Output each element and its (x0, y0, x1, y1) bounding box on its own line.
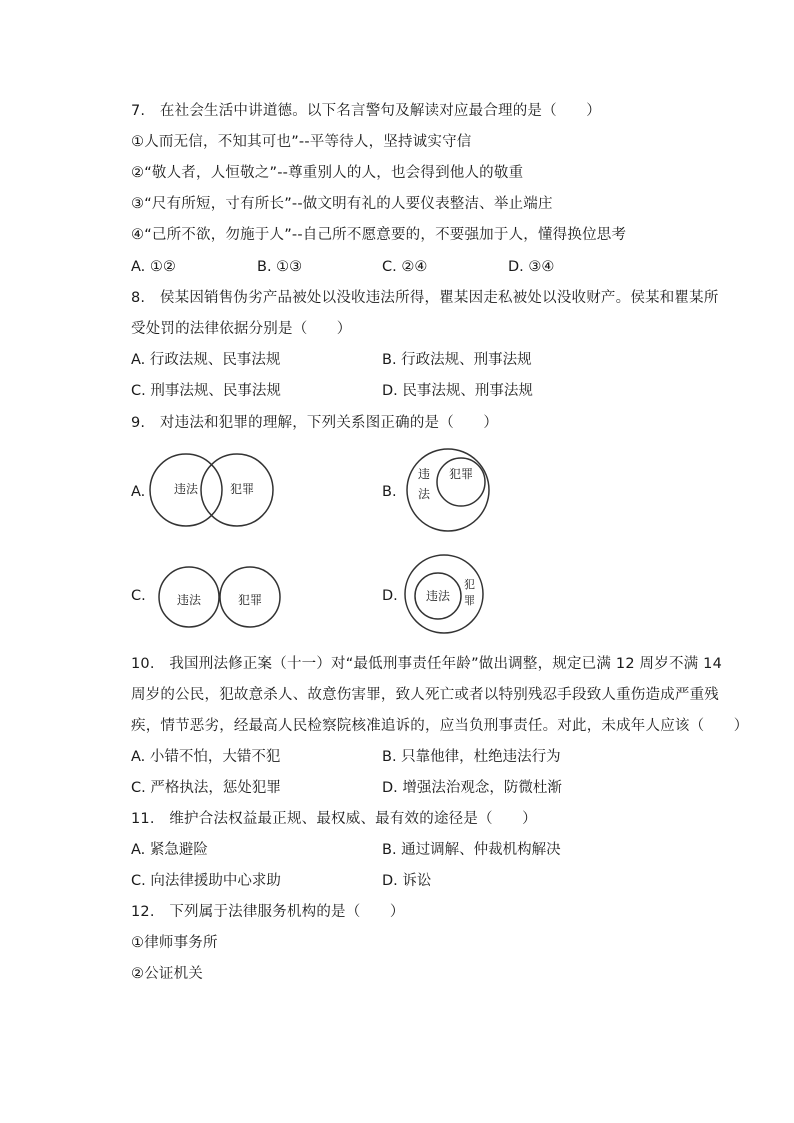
q9-label-b: B. (382, 484, 397, 500)
q12-item-2: ②公证机关 (131, 966, 203, 982)
q8-option-d: D. 民事法规、刑事法规 (382, 383, 533, 399)
q9-diagram-d (402, 552, 486, 636)
q10-option-a: A. 小错不怕，大错不犯 (131, 749, 281, 765)
q8-option-c: C. 刑事法规、民事法规 (131, 383, 281, 399)
q12-stem: 12. 下列属于法律服务机构的是（ ） (131, 904, 405, 920)
q9-b-weifa-text-1: 违 (418, 467, 431, 481)
q9-d-weifa-text: 违法 (426, 589, 451, 603)
q7-item-3: ③“尺有所短，寸有所长”--做文明有礼的人要仪表整洁、举止端庄 (131, 196, 553, 212)
q7-item-1: ①人而无信，不知其可也”--平等待人，坚持诚实守信 (131, 134, 472, 150)
q9-diagram-a (148, 448, 280, 532)
q8-option-b: B. 行政法规、刑事法规 (382, 352, 532, 368)
q12-item-1: ①律师事务所 (131, 935, 218, 951)
q8-stem-line1: 8. 侯某因销售伪劣产品被处以没收违法所得，瞿某因走私被处以没收财产。侯某和瞿某所 (131, 290, 719, 306)
q7-stem: 7. 在社会生活中讲道德。以下名言警句及解读对应最合理的是（ ） (131, 103, 601, 119)
q8-option-a: A. 行政法规、民事法规 (131, 352, 281, 368)
q10-option-d: D. 增强法治观念，防微杜渐 (382, 780, 562, 796)
q9-d-fanzui-text-1: 犯 (464, 578, 475, 591)
q11-option-d: D. 诉讼 (382, 873, 432, 889)
q9-label-c: C. (131, 588, 146, 604)
q9-b-weifa-text-2: 法 (418, 487, 431, 501)
q11-stem: 11. 维护合法权益最正规、最权威、最有效的途径是（ ） (131, 811, 537, 827)
q11-option-c: C. 向法律援助中心求助 (131, 873, 281, 889)
q9-a-weifa-text: 违法 (174, 482, 199, 496)
q9-label-d: D. (382, 588, 398, 604)
q9-label-a: A. (131, 484, 146, 500)
q7-item-4: ④“己所不欲，勿施于人”--自己所不愿意要的，不要强加于人，懂得换位思考 (131, 227, 627, 243)
q7-option-c: C. ②④ (382, 259, 428, 275)
q11-option-b: B. 通过调解、仲裁机构解决 (382, 842, 561, 858)
q10-stem-line3: 疾，情节恶劣，经最高人民检察院核准追诉的，应当负刑事责任。对此，未成年人应该（ ） (131, 718, 749, 734)
q10-option-b: B. 只靠他律，杜绝违法行为 (382, 749, 561, 765)
q7-option-b: B. ①③ (257, 259, 303, 275)
q8-stem-line2: 受处罚的法律依据分别是（ ） (131, 321, 352, 337)
q11-option-a: A. 紧急避险 (131, 842, 208, 858)
q9-a-fanzui-text: 犯罪 (230, 482, 255, 496)
q10-stem-line1: 10. 我国刑法修正案（十一）对“最低刑事责任年龄”做出调整，规定已满 12 周岁不满 14 (131, 656, 723, 672)
q10-option-c: C. 严格执法，惩处犯罪 (131, 780, 281, 796)
q7-option-a: A. ①② (131, 259, 176, 275)
q9-diagram-c (152, 564, 282, 630)
q9-b-fanzui-text: 犯罪 (449, 467, 474, 481)
q7-item-2: ②“敬人者，人恒敬之”--尊重别人的人，也会得到他人的敬重 (131, 165, 524, 181)
q9-c-fanzui-text: 犯罪 (238, 593, 263, 607)
q9-diagram-b (404, 446, 494, 534)
q9-stem: 9. 对违法和犯罪的理解，下列关系图正确的是（ ） (131, 415, 499, 431)
q10-stem-line2: 周岁的公民，犯故意杀人、故意伤害罪，致人死亡或者以特别残忍手段致人重伤造成严重残 (131, 687, 719, 703)
q7-option-d: D. ③④ (508, 259, 555, 275)
q9-c-weifa-text: 违法 (177, 593, 202, 607)
q9-d-fanzui-text-2: 罪 (464, 594, 475, 607)
